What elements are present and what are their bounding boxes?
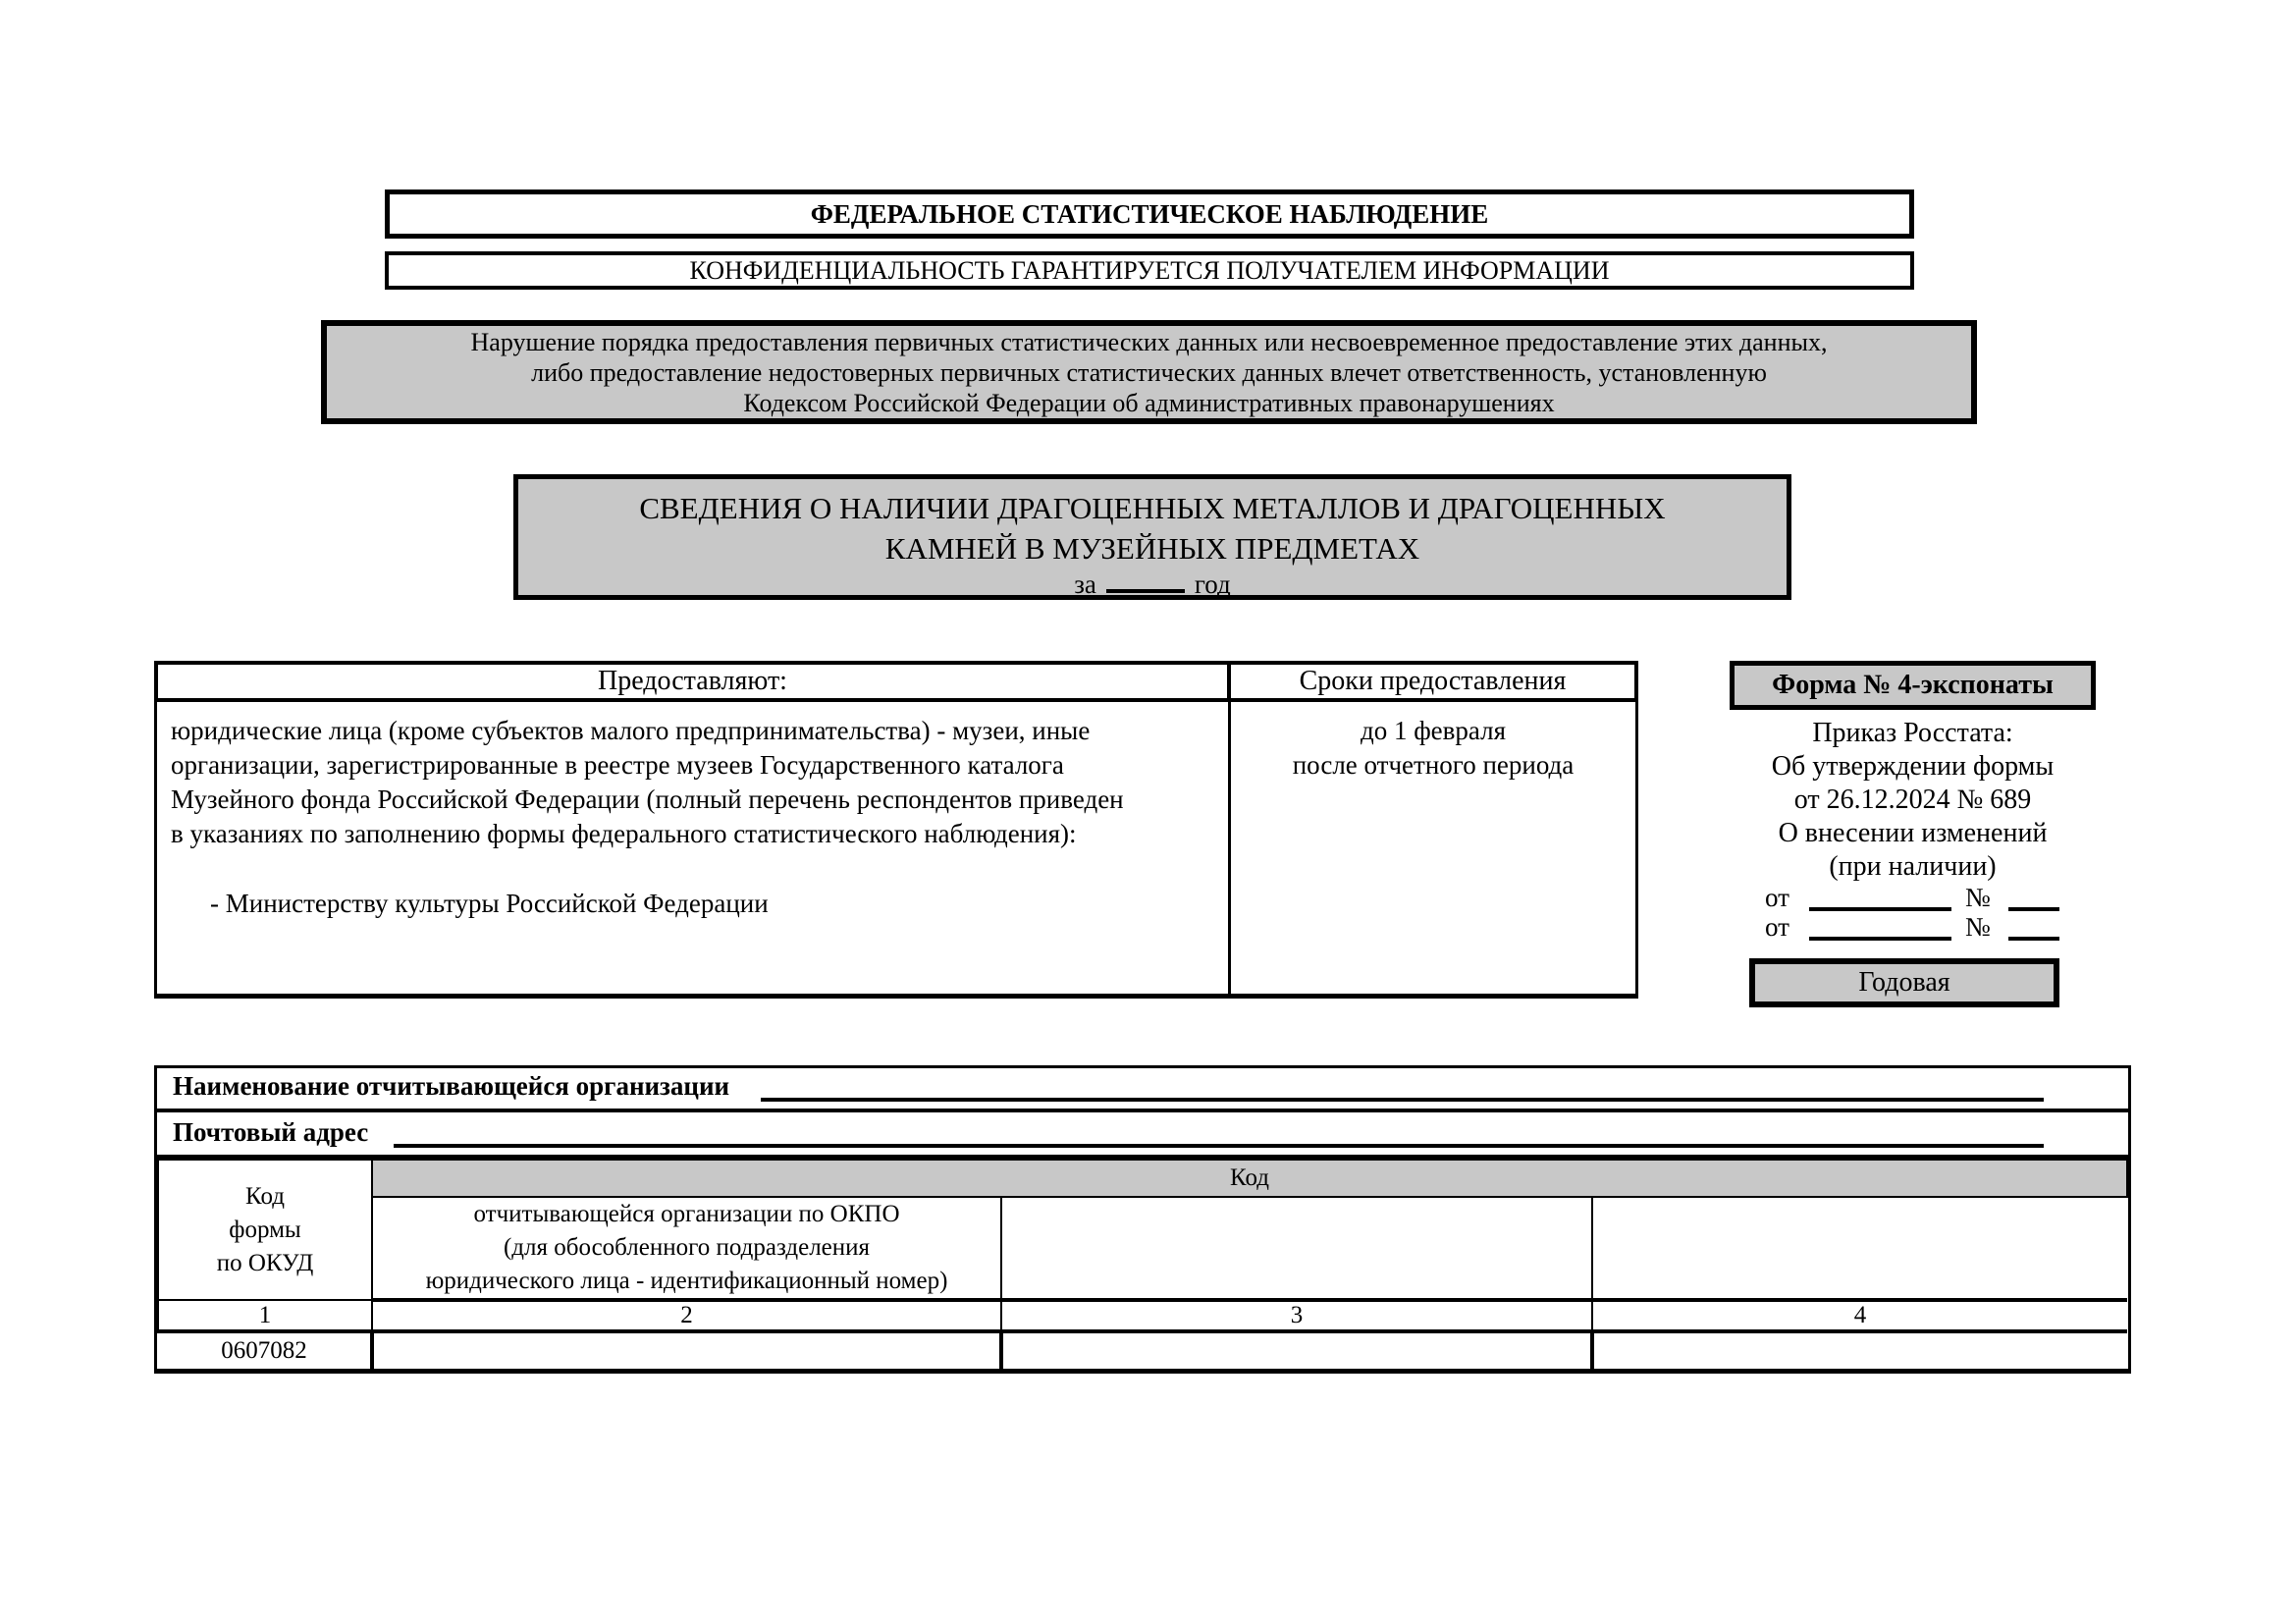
warning-line-2: либо предоставление недостоверных первичных статистических данных влечет ответственность, установленную — [531, 357, 1767, 387]
org-name-input-line[interactable] — [761, 1092, 2044, 1102]
column-number-2: 2 — [372, 1300, 1001, 1331]
postal-address-label: Почтовый адрес — [173, 1117, 369, 1147]
column-4-header-cell — [1592, 1197, 2127, 1300]
number-blank-field-1[interactable] — [2008, 892, 2059, 911]
periodicity-box — [1749, 958, 2059, 1007]
postal-address-row — [157, 1112, 2128, 1159]
number-blank-field-2[interactable] — [2008, 921, 2059, 941]
providers-recipient-item: - Министерству культуры Российской Федерации — [210, 889, 769, 918]
providers-header-cell: Предоставляют: — [158, 665, 1231, 698]
okpo-header-cell — [372, 1197, 1001, 1300]
providers-table — [154, 661, 1638, 999]
column-numbers-row — [158, 1300, 2127, 1331]
violation-warning-banner — [321, 320, 1977, 424]
okud-header-line-1: Код — [245, 1182, 285, 1210]
form-info-panel — [1730, 661, 2096, 1007]
rosstat-order-title: Приказ Росстата: — [1812, 718, 2013, 748]
codes-subheader-row — [158, 1197, 2127, 1300]
warning-line-3: Кодексом Российской Федерации об административных правонарушениях — [743, 388, 1555, 417]
date-blank-field-2[interactable] — [1809, 921, 1951, 941]
okpo-header-line-3: юридического лица - идентификационный номер) — [425, 1268, 948, 1294]
okpo-header-line-1: отчитывающейся организации по ОКПО — [473, 1201, 900, 1227]
column-3-value-cell[interactable] — [1001, 1331, 1592, 1369]
date-label-2: от — [1765, 912, 1789, 942]
order-amendment-line: О внесении изменений — [1778, 818, 2048, 848]
report-year-row — [518, 569, 1787, 600]
okud-header-line-3: по ОКУД — [216, 1249, 314, 1276]
organization-section — [154, 1065, 2131, 1374]
warning-line-1: Нарушение порядка предоставления первичных статистических данных или несвоевременное предоставление этих данных, — [470, 327, 1828, 356]
year-blank-field[interactable] — [1106, 569, 1185, 593]
column-number-4: 4 — [1592, 1300, 2127, 1331]
order-amendment-note: (при наличии) — [1829, 851, 1997, 882]
postal-address-input-line[interactable] — [394, 1138, 2044, 1148]
deadline-line-2: после отчетного периода — [1292, 750, 1575, 780]
confidentiality-text: КОНФИДЕНЦИАЛЬНОСТЬ ГАРАНТИРУЕТСЯ ПОЛУЧАТЕЛЕМ ИНФОРМАЦИИ — [689, 255, 1610, 285]
deadline-body-cell — [1231, 702, 1635, 994]
federal-observation-text: ФЕДЕРАЛЬНОЕ СТАТИСТИЧЕСКОЕ НАБЛЮДЕНИЕ — [810, 198, 1489, 229]
org-name-row — [157, 1068, 2128, 1112]
okud-code-value-cell: 0607082 — [158, 1331, 372, 1369]
report-title-box — [513, 474, 1791, 600]
deadline-line-1: до 1 февраля — [1360, 716, 1507, 745]
column-number-1: 1 — [158, 1300, 372, 1331]
periodicity-text: Годовая — [1858, 967, 1950, 998]
form-number-box — [1730, 661, 2096, 710]
report-title-line-2: КАМНЕЙ В МУЗЕЙНЫХ ПРЕДМЕТАХ — [884, 531, 1420, 566]
okud-header-line-2: формы — [229, 1216, 301, 1243]
number-label-2: № — [1964, 912, 1991, 942]
date-blank-field-1[interactable] — [1809, 892, 1951, 911]
deadline-header-cell: Сроки предоставления — [1299, 666, 1567, 696]
order-date-number-line: от 26.12.2024 № 689 — [1793, 784, 2032, 815]
year-prefix-label: за — [1074, 569, 1096, 599]
code-header-cell: Код — [372, 1160, 2127, 1197]
date-label-1: от — [1765, 883, 1789, 912]
codes-table — [157, 1159, 2128, 1369]
providers-table-body-row — [154, 702, 1638, 999]
org-name-label: Наименование отчитывающейся организации — [173, 1071, 730, 1101]
report-title-line-1: СВЕДЕНИЯ О НАЛИЧИИ ДРАГОЦЕННЫХ МЕТАЛЛОВ И ДРАГОЦЕННЫХ — [639, 491, 1666, 525]
column-3-header-cell — [1001, 1197, 1592, 1300]
year-suffix-label: год — [1194, 569, 1231, 599]
providers-table-header-row — [154, 661, 1638, 702]
form-number-text: Форма № 4-экспонаты — [1772, 670, 2054, 700]
federal-observation-banner — [385, 189, 1914, 239]
providers-description-text: юридические лица (кроме субъектов малого предпринимательства) - музеи, иные организации, зарегистрированные в реестре музеев Государственного каталога Музейного фонда Российской Федерации (полный перечень респондентов приведен в указаниях по заполнению формы федерального статистического наблюдения): — [171, 716, 1124, 848]
order-approval-line: Об утверждении формы — [1771, 751, 2055, 782]
code-values-row — [158, 1331, 2127, 1369]
okpo-header-line-2: (для обособленного подразделения — [503, 1234, 871, 1261]
okpo-value-cell[interactable] — [372, 1331, 1001, 1369]
okud-form-code-header-cell — [158, 1160, 372, 1300]
amendment-date-row-1 — [1730, 884, 2096, 913]
providers-body-cell — [157, 702, 1231, 994]
column-4-value-cell[interactable] — [1592, 1331, 2127, 1369]
number-label-1: № — [1964, 883, 1991, 912]
column-number-3: 3 — [1001, 1300, 1592, 1331]
amendment-date-row-2 — [1730, 913, 2096, 943]
confidentiality-banner — [385, 251, 1914, 290]
codes-header-row — [158, 1160, 2127, 1197]
